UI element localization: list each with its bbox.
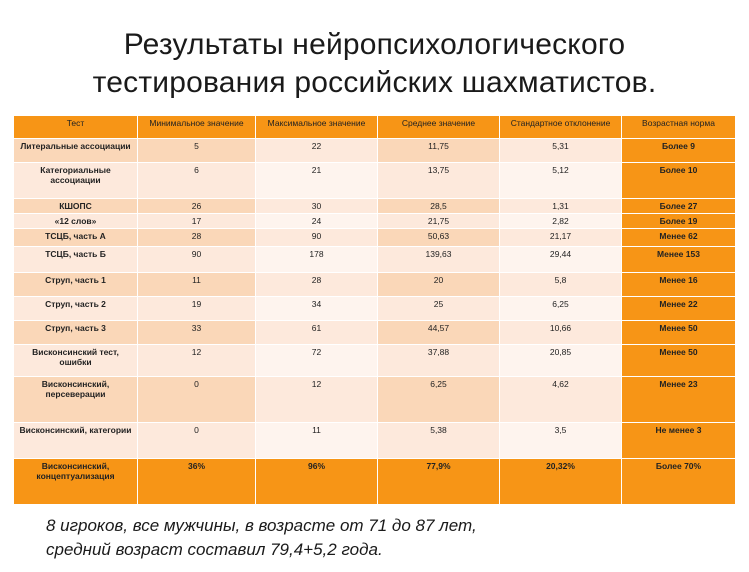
cell-mean: 28,5 (378, 199, 500, 214)
cell-test: ТСЦБ, часть А (14, 229, 138, 247)
cell-norm: Более 9 (622, 139, 736, 163)
cell-sd: 5,12 (500, 163, 622, 199)
cell-min: 6 (138, 163, 256, 199)
cell-sd: 4,62 (500, 377, 622, 423)
table-row (14, 247, 736, 273)
table-row (14, 423, 736, 459)
cell-max: 72 (256, 345, 378, 377)
cell-test: Струп, часть 1 (14, 273, 138, 297)
slide-title (0, 26, 749, 102)
cell-sd: 21,17 (500, 229, 622, 247)
cell-min: 5 (138, 139, 256, 163)
cell-sd: 20,85 (500, 345, 622, 377)
cell-mean: 139,63 (378, 247, 500, 273)
table-row (14, 345, 736, 377)
cell-min: 0 (138, 377, 256, 423)
cell-max: 28 (256, 273, 378, 297)
cell-norm: Более 19 (622, 214, 736, 229)
table-row (14, 297, 736, 321)
cell-mean: 44,57 (378, 321, 500, 345)
cell-test: «12 слов» (14, 214, 138, 229)
cell-test: ТСЦБ, часть Б (14, 247, 138, 273)
cell-test: Струп, часть 2 (14, 297, 138, 321)
header-norm: Возрастная норма (622, 116, 736, 139)
table-row (14, 377, 736, 423)
cell-min: 19 (138, 297, 256, 321)
footer-line-1: 8 игроков, все мужчины, в возрасте от 71 до 87 лет, (46, 516, 477, 535)
cell-max: 34 (256, 297, 378, 321)
table-row (14, 321, 736, 345)
cell-max: 96% (256, 459, 378, 505)
cell-test: Струп, часть 3 (14, 321, 138, 345)
cell-min: 33 (138, 321, 256, 345)
cell-sd: 20,32% (500, 459, 622, 505)
header-min: Минимальное значение (138, 116, 256, 139)
cell-sd: 29,44 (500, 247, 622, 273)
table-row (14, 199, 736, 214)
cell-min: 0 (138, 423, 256, 459)
cell-sd: 3,5 (500, 423, 622, 459)
cell-mean: 25 (378, 297, 500, 321)
table-row (14, 229, 736, 247)
header-max: Максимальное значение (256, 116, 378, 139)
cell-norm: Не менее 3 (622, 423, 736, 459)
cell-max: 22 (256, 139, 378, 163)
footer-note (46, 514, 477, 562)
cell-norm: Менее 22 (622, 297, 736, 321)
footer-line-2: средний возраст составил 79,4+5,2 года. (46, 540, 383, 559)
cell-max: 30 (256, 199, 378, 214)
title-line-1: Результаты нейропсихологического (123, 28, 626, 61)
cell-sd: 5,8 (500, 273, 622, 297)
cell-min: 11 (138, 273, 256, 297)
cell-sd: 1,31 (500, 199, 622, 214)
cell-min: 17 (138, 214, 256, 229)
cell-max: 11 (256, 423, 378, 459)
table-row (14, 163, 736, 199)
cell-max: 90 (256, 229, 378, 247)
cell-norm: Менее 153 (622, 247, 736, 273)
cell-sd: 6,25 (500, 297, 622, 321)
cell-sd: 2,82 (500, 214, 622, 229)
table-row (14, 459, 736, 505)
cell-min: 28 (138, 229, 256, 247)
table-row (14, 214, 736, 229)
cell-mean: 5,38 (378, 423, 500, 459)
cell-mean: 13,75 (378, 163, 500, 199)
cell-test: Литеральные ассоциации (14, 139, 138, 163)
cell-min: 26 (138, 199, 256, 214)
cell-mean: 77,9% (378, 459, 500, 505)
cell-mean: 6,25 (378, 377, 500, 423)
cell-min: 36% (138, 459, 256, 505)
cell-norm: Менее 16 (622, 273, 736, 297)
cell-test: Висконсинский, категории (14, 423, 138, 459)
cell-norm: Менее 50 (622, 345, 736, 377)
cell-test: Висконсинский, концептуализация (14, 459, 138, 505)
cell-sd: 5,31 (500, 139, 622, 163)
cell-test: Висконсинский тест, ошибки (14, 345, 138, 377)
cell-sd: 10,66 (500, 321, 622, 345)
cell-max: 61 (256, 321, 378, 345)
header-test: Тест (14, 116, 138, 139)
cell-mean: 21,75 (378, 214, 500, 229)
cell-max: 12 (256, 377, 378, 423)
header-mean: Среднее значение (378, 116, 500, 139)
cell-test: КШОПС (14, 199, 138, 214)
cell-mean: 20 (378, 273, 500, 297)
cell-norm: Более 10 (622, 163, 736, 199)
cell-norm: Менее 50 (622, 321, 736, 345)
cell-max: 178 (256, 247, 378, 273)
table-row (14, 273, 736, 297)
table-header-row (14, 116, 736, 139)
cell-test: Категориальные ассоциации (14, 163, 138, 199)
table-row (14, 139, 736, 163)
title-line-2: тестирования российских шахматистов. (92, 66, 657, 99)
cell-max: 24 (256, 214, 378, 229)
cell-test: Висконсинский, персеверации (14, 377, 138, 423)
cell-norm: Менее 23 (622, 377, 736, 423)
cell-mean: 37,88 (378, 345, 500, 377)
cell-norm: Более 70% (622, 459, 736, 505)
cell-norm: Более 27 (622, 199, 736, 214)
results-table (13, 115, 736, 505)
cell-max: 21 (256, 163, 378, 199)
cell-mean: 11,75 (378, 139, 500, 163)
header-sd: Стандартное отклонение (500, 116, 622, 139)
cell-min: 90 (138, 247, 256, 273)
cell-min: 12 (138, 345, 256, 377)
cell-mean: 50,63 (378, 229, 500, 247)
cell-norm: Менее 62 (622, 229, 736, 247)
